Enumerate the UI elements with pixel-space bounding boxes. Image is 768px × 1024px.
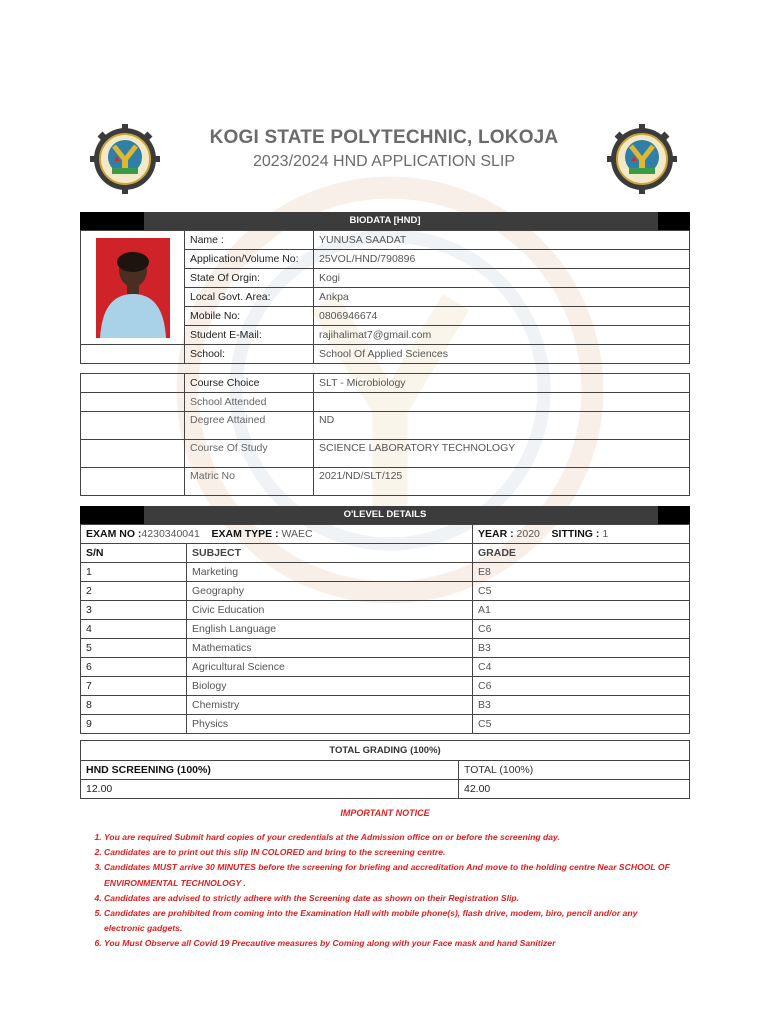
olevel-heading-bar [80,506,690,524]
photo-cell [81,231,185,345]
notice-item: 3. Candidates MUST arrive 30 MINUTES before the screening for briefing and accreditation And move to the holding centre Near SCHOOL OF ENVIRONMENTAL TECHNOLOGY . [104,860,679,890]
exam-info-row [81,525,690,544]
olevel-sn: 1 [81,563,187,582]
biodata-row [81,231,690,250]
olevel-subject: Chemistry [187,696,473,715]
olevel-grade: A1 [473,601,690,620]
sn-header: S/N [81,544,187,563]
biodata-value-name: YUNUSA SAADAT [314,231,690,250]
olevel-grade: B3 [473,696,690,715]
biodata-table [80,230,690,364]
olevel-subject: Geography [187,582,473,601]
exam-no-label: EXAM NO : [86,528,142,540]
biodata-value-mobile: 0806946674 [314,307,690,326]
olevel-row [81,715,690,734]
biodata-label: Local Govt. Area: [185,288,314,307]
course-label: Degree Attained [185,412,314,440]
total-label: TOTAL (100%) [459,761,690,780]
course-row [81,440,690,468]
olevel-row [81,620,690,639]
course-value-matric-no: 2021/ND/SLT/125 [314,468,690,496]
grading-heading-row [81,741,690,761]
biodata-heading-bar [80,212,690,230]
notice-item: 1. You are required Submit hard copies of your credentials at the Admission office on or before the screening day. [104,830,679,845]
course-row [81,393,690,412]
biodata-value-application-no: 25VOL/HND/790896 [314,250,690,269]
biodata-label: Mobile No: [185,307,314,326]
olevel-grade: C5 [473,582,690,601]
biodata-row [81,345,690,364]
olevel-subject: Agricultural Science [187,658,473,677]
grading-heading: TOTAL GRADING (100%) [81,741,690,761]
olevel-sn: 2 [81,582,187,601]
olevel-sn: 9 [81,715,187,734]
biodata-value-state: Kogi [314,269,690,288]
exam-type-label: EXAM TYPE : [211,528,279,540]
olevel-heading: O'LEVEL DETAILS [343,509,427,520]
olevel-grade: C4 [473,658,690,677]
course-label: Course Of Study [185,440,314,468]
olevel-row [81,677,690,696]
olevel-subject: Marketing [187,563,473,582]
biodata-section [80,212,690,364]
course-value-school-attended [314,393,690,412]
biodata-value-email: rajihalimat7@gmail.com [314,326,690,345]
course-label: School Attended [185,393,314,412]
olevel-grade: B3 [473,639,690,658]
olevel-sn: 7 [81,677,187,696]
olevel-grade: E8 [473,563,690,582]
notice-item: 4. Candidates are advised to strictly adhere with the Screening date as shown on their Registration Slip. [104,891,679,906]
screening-value: 12.00 [81,780,459,799]
biodata-label: Name : [185,231,314,250]
total-value: 42.00 [459,780,690,799]
sitting-value: 1 [602,528,609,540]
olevel-row [81,563,690,582]
olevel-grade: C6 [473,620,690,639]
biodata-value-lga: Ankpa [314,288,690,307]
course-label: Matric No [185,468,314,496]
olevel-row [81,601,690,620]
grading-section [80,740,690,799]
olevel-grade: C5 [473,715,690,734]
exam-no-value: 4230340041 [141,528,200,540]
sitting-label: SITTING : [551,528,600,540]
course-section [80,373,690,496]
course-row [81,374,690,393]
olevel-subject: Mathematics [187,639,473,658]
biodata-label: Application/Volume No: [185,250,314,269]
screening-label: HND SCREENING (100%) [81,761,459,780]
year-value: 2020 [516,528,540,540]
grading-table [80,740,690,799]
course-row [81,468,690,496]
olevel-subject: Physics [187,715,473,734]
course-label: Course Choice [185,374,314,393]
olevel-table [80,524,690,734]
olevel-sn: 3 [81,601,187,620]
notice-item: 5. Candidates are prohibited from coming into the Examination Hall with mobile phone(s), flash drive, modem, biro, pencil and/or any electronic gadgets. [104,906,679,936]
olevel-sn: 6 [81,658,187,677]
olevel-sn: 5 [81,639,187,658]
notice-list [93,830,679,952]
grading-value-row [81,780,690,799]
olevel-subject: Civic Education [187,601,473,620]
biodata-heading: BIODATA [HND] [349,215,421,226]
olevel-row [81,696,690,715]
olevel-subject: English Language [187,620,473,639]
notice-item: 6. You Must Observe all Covid 19 Precautive measures by Coming along with your Face mask and hand Sanitizer [104,936,679,951]
exam-type-value: WAEC [281,528,313,540]
grading-header-row [81,761,690,780]
olevel-sn: 4 [81,620,187,639]
course-value-degree: ND [314,412,690,440]
student-passport-photo-icon [96,238,170,338]
olevel-subject: Biology [187,677,473,696]
olevel-section [80,506,690,734]
olevel-grade: C6 [473,677,690,696]
slip-subtitle: 2023/2024 HND APPLICATION SLIP [252,153,516,170]
olevel-row [81,639,690,658]
biodata-label: School: [185,345,314,364]
biodata-label: Student E-Mail: [185,326,314,345]
grade-header: GRADE [473,544,690,563]
notice-item: 2. Candidates are to print out this slip IN COLORED and bring to the screening centre. [104,845,679,860]
notice-title: IMPORTANT NOTICE [340,808,430,818]
biodata-label: State Of Orgin: [185,269,314,288]
subject-header: SUBJECT [187,544,473,563]
course-table [80,373,690,496]
course-value-course-of-study: SCIENCE LABORATORY TECHNOLOGY [314,440,690,468]
course-value-choice: SLT - Microbiology [314,374,690,393]
course-row [81,412,690,440]
olevel-sn: 8 [81,696,187,715]
biodata-value-school: School Of Applied Sciences [314,345,690,364]
polytechnic-crest-logo-icon [90,124,160,194]
institution-title: KOGI STATE POLYTECHNIC, LOKOJA [209,127,559,148]
olevel-row [81,582,690,601]
year-label: YEAR : [478,528,514,540]
polytechnic-crest-logo-icon [607,124,677,194]
olevel-header-row [81,544,690,563]
olevel-row [81,658,690,677]
